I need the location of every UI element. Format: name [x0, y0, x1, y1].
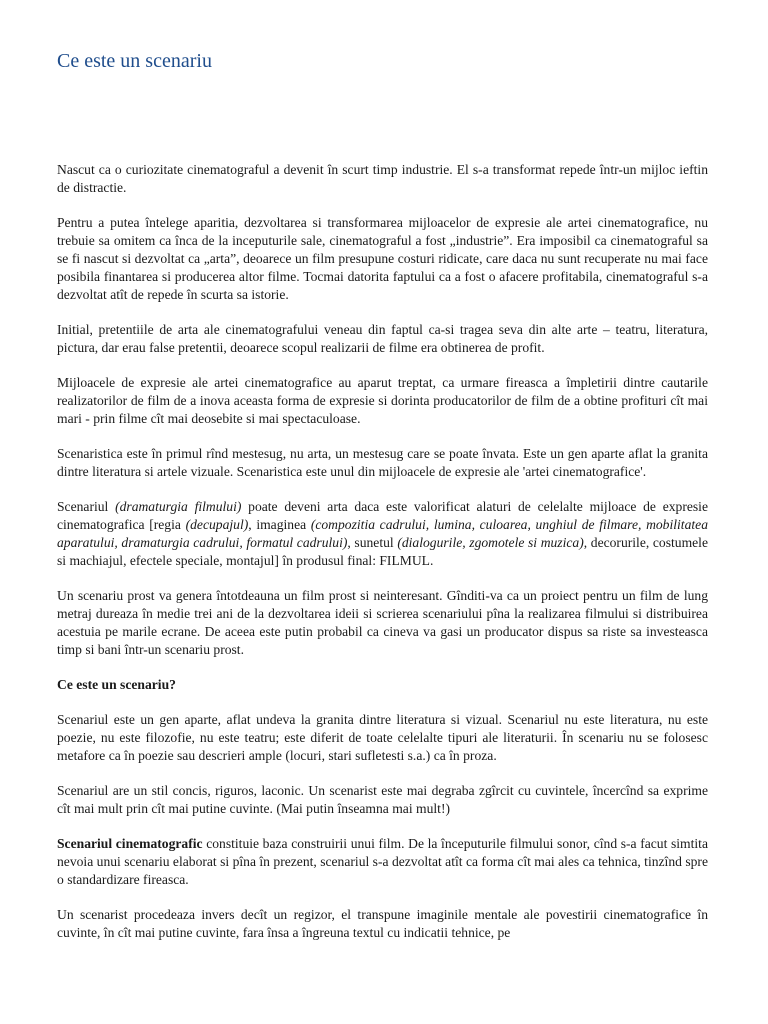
text-run-bold: Scenariul cinematografic	[57, 836, 203, 851]
paragraph-expression-means: Mijloacele de expresie ale artei cinematografice au aparut treptat, ca urmare fireasca a împletirii dintre cautarile realizatorilor de film de a inova aceasta forma de expresie si dorinta producatorilor de film de a obtine profituri cît mai mari - prin filme cît mai deosebite si mai spectaculoase.	[57, 375, 708, 426]
document-body	[57, 161, 708, 942]
section-heading: Ce este un scenariu?	[57, 677, 176, 692]
text-run: , decorurile, costumele si machiajul, efectele speciale, montajul] în produsul final: FILMUL.	[57, 535, 708, 568]
paragraph-scenario-as-art	[57, 498, 708, 570]
paragraph-screenwriter: Un scenarist procedeaza invers decît un regizor, el transpune imaginile mentale ale povestirii cinematografice în cuvinte, în cît mai putine cuvinte, fara însa a îngreuna textul cu indicatii tehnice, pe	[57, 907, 708, 940]
paragraph-screenwriting-craft: Scenaristica este în primul rînd mestesug, nu arta, un mestesug care se poate învata. Este un gen aparte aflat la granita dintre literatura si artele vizuale. Scenaristica este unul din mijloacele de expresie ale 'artei cinematografice'.	[57, 446, 708, 479]
text-run-italic: (compozitia cadrului, lumina, culoarea, unghiul de filmare, mobilitatea aparatului, dramaturgia cadrului, formatul cadrului)	[57, 517, 708, 550]
text-run: poate deveni arta daca este valorificat alaturi de celelalte mijloace de expresie cinematografica [regia	[57, 499, 708, 532]
paragraph-bad-scenario: Un scenariu prost va genera întotdeauna un film prost si neinteresant. Gînditi-va ca un proiect pentru un film de lung metraj dureaza în medie trei ani de la dezvoltarea ideii si scrierea scenariului pîna la realizarea filmului si distribuirea acestuia pe marile ecrane. De aceea este putin probabil ca cineva va gasi un producator dispus sa riste sa investeasca timp si bani într-un scenariu prost.	[57, 588, 708, 657]
paragraph-pretentions: Initial, pretentiile de arta ale cinematografului veneau din faptul ca-si tragea seva din alte arte – teatru, literatura, pictura, dar erau false pretentii, deoarece scopul realizarii de filme era obtinerea de profit.	[57, 322, 708, 355]
paragraph-industry: Pentru a putea întelege aparitia, dezvoltarea si transformarea mijloacelor de expresie ale artei cinematografice, nu trebuie sa omitem ca înca de la inceputurile sale, cinematograful a fost „industrie”. Era imposibil ca cinematograful sa se fi nascut si dezvoltat ca „arta”, deoarece un film presupune costuri ridicate, care daca nu sunt recuperate nu mai face posibila finantarea si producerea altor filme. Tocmai datorita faptului ca a fost o afacere profitabila, cinematograful s-a dezvoltat atît de repede în scurta sa istorie.	[57, 215, 708, 302]
text-run-italic: (dramaturgia filmului)	[115, 499, 242, 514]
text-run: , sunetul	[347, 535, 398, 550]
paragraph-cinematic-scenario	[57, 835, 708, 889]
text-run-italic: (dialogurile, zgomotele si muzica)	[397, 535, 584, 550]
paragraph-intro: Nascut ca o curiozitate cinematograful a devenit în scurt timp industrie. El s-a transformat repede într-un mijloc ieftin de distractie.	[57, 162, 708, 195]
text-run: , imaginea	[248, 517, 311, 532]
text-run: constituie baza construirii unui film. De la începuturile filmului sonor, cînd s-a facut simtita nevoia unui scenariu elaborat si pîna în prezent, scenariul s-a dezvoltat atît ca forma cît mai ales ca tehnica, tinzînd spre o standardizare fireasca.	[57, 836, 708, 887]
text-run-italic: (decupajul)	[185, 517, 249, 532]
document-title: Ce este un scenariu	[57, 50, 212, 72]
text-run: Scenariul	[57, 499, 116, 514]
paragraph-genre: Scenariul este un gen aparte, aflat undeva la granita dintre literatura si vizual. Scenariul nu este literatura, nu este poezie, nu este filozofie, nu este teatru; este diferit de toate celelalte tipuri ale literaturii. În scenariu nu se folosesc metafore ca în poezie sau descrieri ample (locuri, stari sufletesti s.a.) ca în proza.	[57, 712, 708, 763]
paragraph-style: Scenariul are un stil concis, riguros, laconic. Un scenarist este mai degraba zgîrcit cu cuvintele, încercînd sa exprime cît mai mult prin cît mai putine cuvinte. (Mai putin înseamna mai mult!)	[57, 783, 708, 816]
